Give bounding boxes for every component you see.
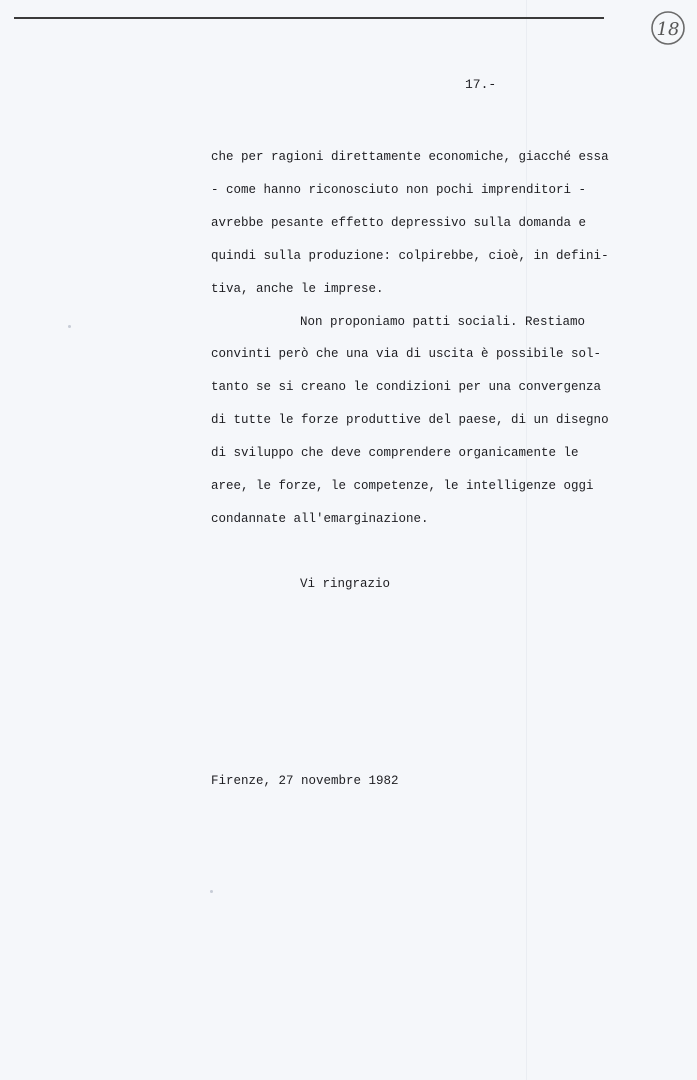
paper-speck	[68, 325, 71, 328]
stamp-number: 18	[656, 19, 680, 40]
body-line: convinti però che una via di uscita è possibile sol-	[211, 347, 602, 361]
top-rule	[14, 17, 604, 19]
body-line: condannate all'emarginazione.	[211, 512, 429, 526]
paper-speck	[210, 890, 213, 893]
closing-line: Vi ringrazio	[300, 577, 391, 591]
body-line: tanto se si creano le condizioni per una convergenza	[211, 380, 602, 394]
body-line: tiva, anche le imprese.	[211, 282, 384, 296]
body-line: avrebbe pesante effetto depressivo sulla domanda e	[211, 216, 587, 230]
body-line: di tutte le forze produttive del paese, di un disegno	[211, 413, 609, 427]
page-number: 17.-	[465, 77, 497, 92]
body-line: che per ragioni direttamente economiche, giacché essa	[211, 150, 609, 164]
place-date: Firenze, 27 novembre 1982	[211, 774, 399, 788]
page-stamp	[648, 8, 688, 48]
body-line: Non proponiamo patti sociali. Restiamo	[300, 315, 586, 329]
body-line: aree, le forze, le competenze, le intelligenze oggi	[211, 479, 594, 493]
body-line: di sviluppo che deve comprendere organicamente le	[211, 446, 579, 460]
body-line: - come hanno riconosciuto non pochi imprenditori -	[211, 183, 587, 197]
body-line: quindi sulla produzione: colpirebbe, cioè, in defini-	[211, 249, 609, 263]
